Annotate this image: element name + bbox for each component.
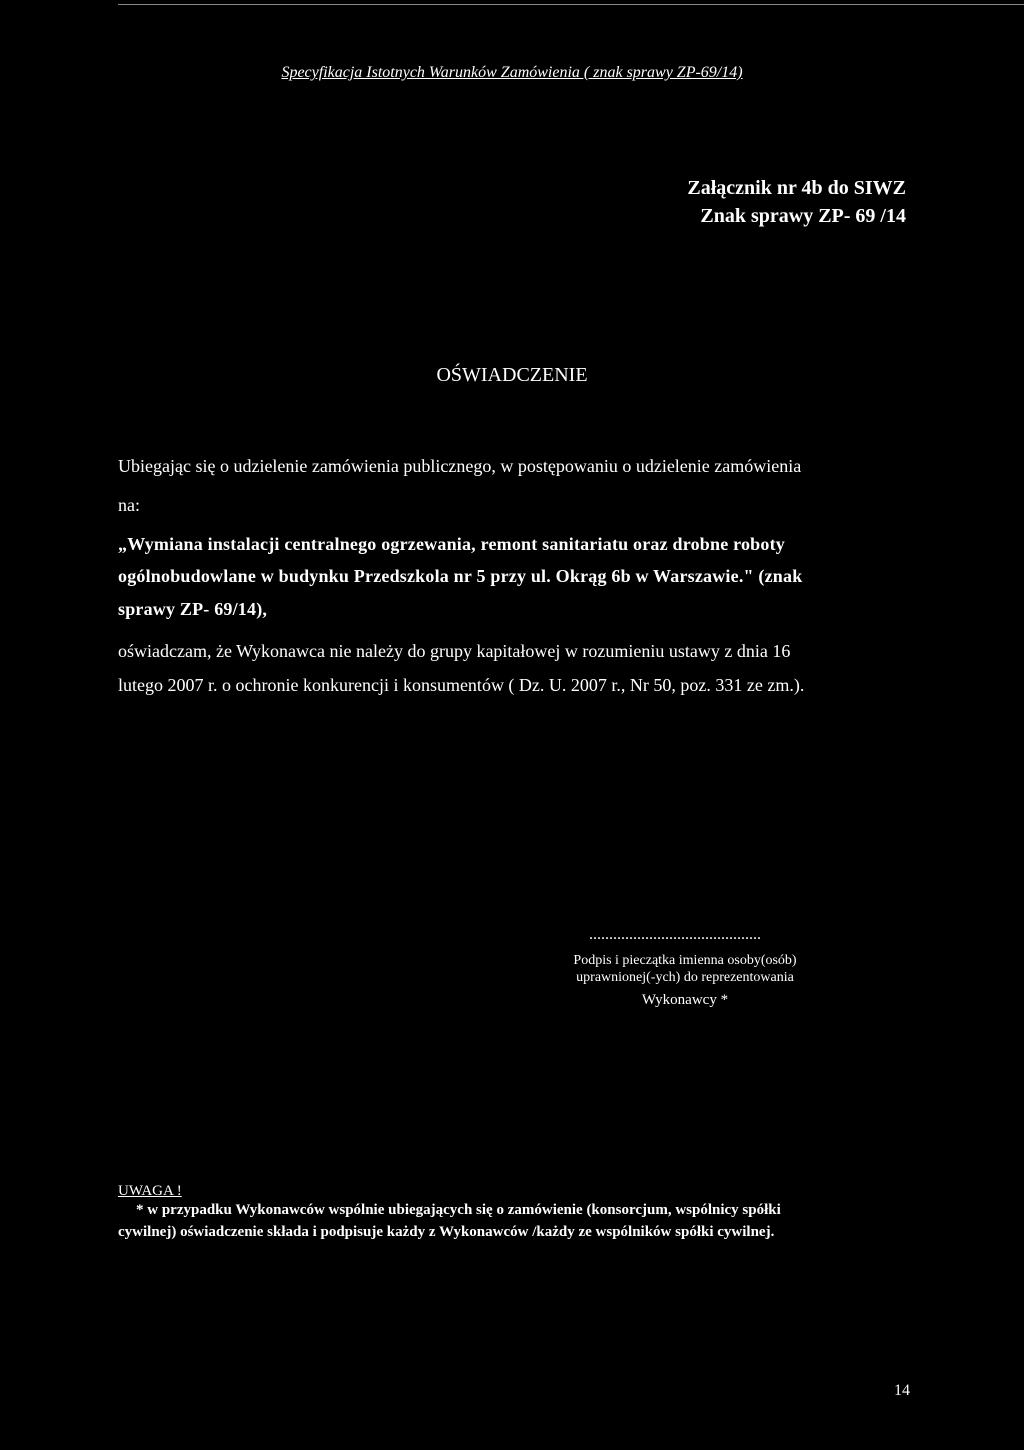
signature-caption-line-3: Wykonawcy * (641, 992, 729, 1008)
body-line-2: na: (118, 495, 140, 515)
body-line-6: oświadczam, że Wykonawca nie należy do grupy kapitałowej w rozumieniu ustawy z dnia 16 (118, 641, 791, 661)
signature-caption-line-2: uprawnionej(-ych) do reprezentowania (576, 970, 794, 985)
body-line-1: Ubiegając się o udzielenie zamówienia publicznego, w postępowaniu o udzielenie zamówienia (118, 456, 802, 476)
signature-caption-line-1: Podpis i pieczątka imienna osoby(osób) (573, 953, 797, 968)
note-line-1: * w przypadku Wykonawców wspólnie ubiegających się o zamówienie (konsorcjum, wspólnicy spółki (136, 1202, 781, 1218)
document-title: OŚWIADCZENIE (436, 364, 588, 386)
attachment-line-2: Znak sprawy ZP- 69 /14 (700, 205, 906, 227)
page-number: 14 (894, 1382, 910, 1399)
top-rule (118, 4, 1024, 5)
body-line-7: lutego 2007 r. o ochronie konkurencji i konsumentów ( Dz. U. 2007 r., Nr 50, poz. 331 ze zm.). (118, 675, 805, 695)
attachment-line-1: Załącznik nr 4b do SIWZ (687, 177, 906, 199)
signature-dotted-line: ........................................... (589, 926, 761, 943)
attachment-reference (687, 174, 906, 230)
document-header: Specyfikacja Istotnych Warunków Zamówienia ( znak sprawy ZP-69/14) (281, 64, 743, 81)
body-line-3: „Wymiana instalacji centralnego ogrzewania, remont sanitariatu oraz drobne roboty (118, 534, 785, 554)
note-heading: UWAGA ! (118, 1183, 182, 1199)
body-line-4: ogólnobudowlane w budynku Przedszkola nr 5 przy ul. Okrąg 6b w Warszawie." (znak (118, 566, 803, 586)
body-line-5: sprawy ZP- 69/14), (118, 599, 268, 619)
note-line-2: cywilnej) oświadczenie składa i podpisuje każdy z Wykonawców /każdy ze wspólników spółki cywilnej. (118, 1224, 775, 1240)
